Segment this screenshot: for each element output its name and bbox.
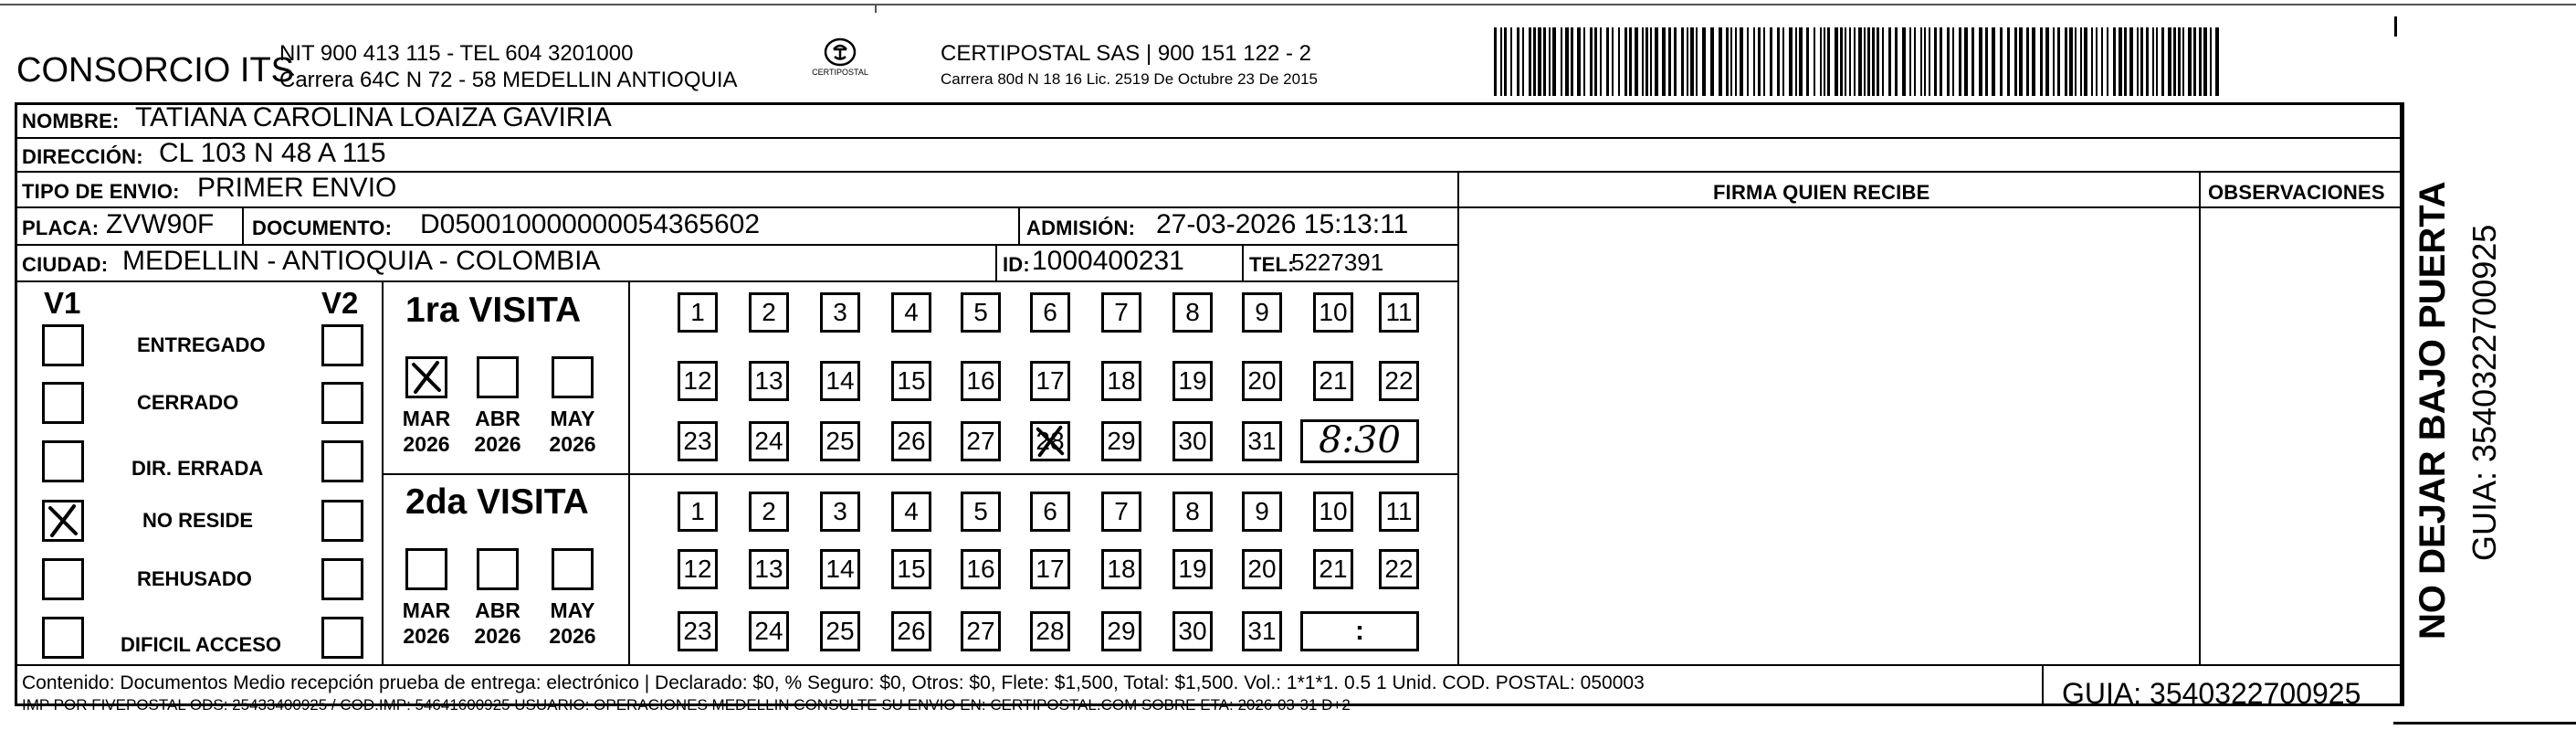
- barcode-bar: [1577, 27, 1581, 96]
- day-box[interactable]: 25: [820, 421, 860, 461]
- barcode-bar: [1624, 27, 1627, 96]
- v2-checkbox[interactable]: [321, 500, 363, 542]
- corner-mark: [2394, 16, 2397, 37]
- month-label: MAY: [550, 407, 595, 430]
- barcode-bar: [2045, 27, 2049, 96]
- logo-text: CERTIPOSTAL: [812, 68, 868, 77]
- barcode-bar: [1606, 27, 1609, 96]
- barcode-bar: [1959, 27, 1961, 96]
- barcode-bar: [2161, 27, 2164, 96]
- day-box[interactable]: 13: [749, 549, 789, 589]
- barcode-bar: [1795, 27, 1797, 96]
- month-year: 2026: [549, 432, 596, 456]
- admision-divider: [1018, 206, 1020, 244]
- documento-value: D050010000000054365602: [420, 209, 761, 239]
- company-info: [279, 40, 738, 93]
- direccion-value: CL 103 N 48 A 115: [159, 138, 386, 168]
- barcode-bar: [1612, 27, 1614, 96]
- top-edge-rule: [0, 4, 2576, 5]
- placa-divider: [242, 206, 244, 244]
- v2-checkbox[interactable]: [321, 440, 363, 482]
- check-x-icon: [408, 359, 445, 396]
- barcode-bar: [2152, 27, 2154, 96]
- day-box[interactable]: 26: [891, 611, 931, 651]
- day-box[interactable]: 11: [1379, 292, 1419, 333]
- day-box[interactable]: 21: [1313, 361, 1353, 401]
- barcode-bar: [1849, 27, 1851, 96]
- v1-checkbox[interactable]: [42, 558, 84, 600]
- barcode-bar: [1583, 27, 1585, 96]
- day-box[interactable]: 23: [678, 611, 718, 651]
- day-box[interactable]: 8: [1172, 492, 1213, 532]
- barcode-bar: [1504, 27, 1507, 96]
- company-name: CONSORCIO ITS: [16, 51, 295, 90]
- v1-checkbox[interactable]: [42, 440, 84, 482]
- barcode-bar: [1763, 27, 1765, 96]
- month-checkbox[interactable]: [405, 356, 447, 398]
- barcode-bar: [1730, 27, 1732, 96]
- barcode-bar: [1964, 27, 1968, 96]
- barcode-bar: [2014, 27, 2017, 96]
- day-box[interactable]: 6: [1030, 492, 1070, 532]
- barcode-bar: [1529, 27, 1531, 96]
- footer-imp: IMP POR FIVEPOSTAL ODS: 25433400925 / COD.IMP: 54641600925 USUARIO: OPERACIONES MEDELLIN CONSULTE SU ENVIO EN: CERTIPOSTAL.COM SOBRE ETA: 2026-03-31 D+2: [22, 696, 1351, 714]
- direccion-label: DIRECCIÓN:: [22, 145, 143, 168]
- barcode-bar: [2053, 27, 2055, 96]
- barcode-bar: [1662, 27, 1666, 96]
- month-year: 2026: [549, 624, 596, 648]
- month-checkbox[interactable]: [552, 548, 594, 590]
- admision-label: ADMISIÓN:: [1026, 217, 1136, 239]
- barcode-bar: [2107, 27, 2108, 96]
- barcode-bar: [1687, 27, 1688, 96]
- v1-checkbox[interactable]: [42, 324, 84, 366]
- barcode-bar: [2146, 27, 2149, 96]
- status-label: CERRADO: [137, 391, 239, 414]
- tel-label: TEL:: [1249, 253, 1295, 276]
- barcode-bar: [1929, 27, 1930, 96]
- month-checkbox[interactable]: [405, 548, 447, 590]
- certipostal-line: CERTIPOSTAL SAS | 900 151 122 - 2: [941, 41, 1311, 66]
- barcode-bar: [1533, 27, 1536, 96]
- check-x-icon: [1033, 424, 1067, 459]
- barcode-bar: [1971, 27, 1974, 96]
- day-box[interactable]: 23: [678, 421, 718, 461]
- barcode-bar: [1940, 27, 1942, 96]
- barcode-bar: [1854, 27, 1856, 96]
- barcode-bar: [2119, 27, 2122, 96]
- tel-value: 5227391: [1291, 249, 1384, 276]
- day-box[interactable]: 19: [1172, 549, 1213, 589]
- barcode-bar: [1726, 27, 1729, 96]
- barcode-bar: [2091, 27, 2093, 96]
- month-caption: [541, 598, 605, 649]
- ciudad-value: MEDELLIN - ANTIOQUIA - COLOMBIA: [122, 246, 601, 276]
- barcode-bar: [2210, 27, 2212, 96]
- barcode-bar: [1719, 27, 1722, 96]
- visit-divider: [382, 473, 1457, 475]
- month-checkbox[interactable]: [477, 356, 519, 398]
- nombre-label: NOMBRE:: [22, 110, 120, 132]
- barcode-bar: [1668, 27, 1671, 96]
- barcode-bar: [1770, 27, 1772, 96]
- id-label: ID:: [1003, 253, 1030, 276]
- id-divider: [995, 244, 997, 280]
- day-box[interactable]: 25: [820, 611, 860, 651]
- firma-left-line: [1457, 171, 1459, 664]
- v2-header: V2: [321, 286, 359, 320]
- day-box[interactable]: 9: [1242, 292, 1282, 333]
- month-label: MAR: [402, 407, 451, 430]
- barcode-bar: [1549, 27, 1551, 96]
- barcode-bar: [1753, 27, 1755, 96]
- status-label: NO RESIDE: [142, 509, 254, 532]
- side-panel-line: [2402, 102, 2404, 706]
- status-label: REHUSADO: [137, 567, 252, 590]
- day-box[interactable]: 1: [678, 292, 718, 333]
- barcode-bar: [1510, 27, 1512, 96]
- barcode-bar: [2007, 27, 2010, 96]
- visit2-time-box[interactable]: :: [1300, 611, 1419, 651]
- day-box[interactable]: 21: [1313, 549, 1353, 589]
- nombre-value: TATIANA CAROLINA LOAIZA GAVIRIA: [135, 102, 612, 132]
- barcode-bar: [1840, 27, 1843, 96]
- day-box[interactable]: 31: [1242, 611, 1282, 651]
- barcode-bar: [1522, 27, 1524, 96]
- barcode-bar: [1867, 27, 1870, 96]
- month-caption: [466, 406, 530, 457]
- month-caption: [541, 406, 605, 457]
- barcode-bar: [1594, 27, 1597, 96]
- tel-divider: [1242, 244, 1244, 280]
- footer-contenido: Contenido: Documentos Medio recepción prueba de entrega: electrónico | Declarado: $0, % Seguro: $0, Otros: $0, Flete: $1,500, Total: $1,500. Vol.: 1*1*1. 0.5 1 Unid. COD. POSTAL: 050003: [22, 672, 1645, 693]
- day-box[interactable]: 29: [1101, 421, 1141, 461]
- day-box[interactable]: 3: [820, 492, 860, 532]
- month-checkbox[interactable]: [477, 548, 519, 590]
- barcode-bar: [2069, 27, 2073, 96]
- barcode-bar: [2199, 27, 2202, 96]
- day-box[interactable]: 4: [891, 492, 931, 532]
- check-x-icon: [45, 502, 81, 539]
- barcode-bar: [1985, 27, 1988, 96]
- barcode-bar: [1645, 27, 1648, 96]
- barcode-bar: [1635, 27, 1638, 96]
- day-box[interactable]: 2: [749, 492, 789, 532]
- day-box[interactable]: 24: [749, 611, 789, 651]
- footer-guia: GUIA: 3540322700925: [2062, 677, 2361, 710]
- barcode-bar: [2026, 27, 2029, 96]
- barcode-bar: [1872, 27, 1875, 96]
- row-line-3b: [1457, 206, 2403, 208]
- barcode-bar: [1517, 27, 1519, 96]
- license-line: Carrera 80d N 18 16 Lic. 2519 De Octubre 23 De 2015: [941, 70, 1318, 88]
- certipostal-logo-icon: [822, 37, 858, 68]
- barcode-bar: [1500, 27, 1502, 96]
- status-label: DIR. ERRADA: [131, 457, 264, 480]
- barcode-bar: [1571, 27, 1573, 96]
- barcode-bar: [1824, 27, 1825, 96]
- day-box[interactable]: 7: [1101, 292, 1141, 333]
- barcode-bar: [1561, 27, 1562, 96]
- day-box[interactable]: 17: [1030, 549, 1070, 589]
- day-box[interactable]: 22: [1379, 549, 1419, 589]
- status-label: ENTREGADO: [137, 333, 266, 356]
- day-box[interactable]: 19: [1172, 361, 1213, 401]
- day-box[interactable]: 6: [1030, 292, 1070, 333]
- barcode-bar: [1655, 27, 1658, 96]
- barcode-bar: [2124, 27, 2127, 96]
- observaciones-left-line: [2199, 171, 2201, 664]
- day-box[interactable]: 28: [1030, 611, 1070, 651]
- barcode-bar: [1882, 27, 1884, 96]
- visit-month-divider: [628, 280, 630, 664]
- nit-line: NIT 900 413 115 - TEL 604 3201000: [279, 41, 634, 66]
- barcode-bar: [1710, 27, 1714, 96]
- day-box[interactable]: 14: [820, 549, 860, 589]
- day-box[interactable]: 27: [961, 611, 1001, 651]
- barcode-bar: [2101, 27, 2103, 96]
- barcode-bar: [2080, 27, 2082, 96]
- day-box[interactable]: 14: [820, 361, 860, 401]
- barcode-bar: [1543, 27, 1546, 96]
- barcode-bar: [2096, 27, 2098, 96]
- barcode-bar: [2075, 27, 2077, 96]
- barcode-bar: [1740, 27, 1743, 96]
- month-label: ABR: [475, 598, 520, 622]
- barcode-bar: [2137, 27, 2139, 96]
- day-box[interactable]: 2: [749, 292, 789, 333]
- barcode-bar: [1696, 27, 1698, 96]
- v1-checkbox[interactable]: [42, 382, 84, 424]
- side-guia: GUIA: 3540322700925: [2466, 224, 2503, 561]
- day-box[interactable]: 3: [820, 292, 860, 333]
- barcode-bar: [1590, 27, 1593, 96]
- certipostal-info: [941, 40, 1318, 92]
- barcode-bar: [2057, 27, 2060, 96]
- day-box[interactable]: 27: [961, 421, 1001, 461]
- tipo-envio-label: TIPO DE ENVIO:: [22, 180, 180, 203]
- barcode-bar: [2140, 27, 2143, 96]
- month-label: MAY: [550, 598, 595, 622]
- barcode-bar: [1494, 27, 1497, 96]
- barcode-bar: [1914, 27, 1916, 96]
- v1-checkbox[interactable]: [42, 500, 84, 542]
- barcode-bar: [1552, 27, 1556, 96]
- day-box[interactable]: 16: [961, 361, 1001, 401]
- day-box[interactable]: 20: [1242, 549, 1282, 589]
- bottom-edge-rule: [2393, 722, 2576, 725]
- day-box[interactable]: 15: [891, 549, 931, 589]
- barcode-bar: [1681, 27, 1684, 96]
- month-year: 2026: [474, 624, 521, 648]
- barcode-bar: [2173, 27, 2176, 96]
- day-box[interactable]: 5: [961, 292, 1001, 333]
- barcode-bar: [1789, 27, 1793, 96]
- month-year: 2026: [403, 432, 450, 456]
- month-caption: [466, 598, 530, 649]
- status-divider: [382, 280, 384, 664]
- barcode-bar: [1747, 27, 1749, 96]
- day-box[interactable]: 17: [1030, 361, 1070, 401]
- day-number: 28: [1036, 427, 1065, 455]
- month-caption: [394, 598, 458, 649]
- barcode-bar: [1806, 27, 1809, 96]
- barcode-bar: [1814, 27, 1815, 96]
- day-box[interactable]: [1030, 421, 1070, 461]
- day-box[interactable]: 29: [1101, 611, 1141, 651]
- barcode-bar: [1735, 27, 1737, 96]
- barcode-bar: [2129, 27, 2133, 96]
- day-box[interactable]: 24: [749, 421, 789, 461]
- barcode-bar: [1992, 27, 1995, 96]
- barcode-bar: [2168, 27, 2171, 96]
- day-box[interactable]: 5: [961, 492, 1001, 532]
- barcode-bar: [2019, 27, 2023, 96]
- day-box[interactable]: 31: [1242, 421, 1282, 461]
- barcode-bar: [2193, 27, 2196, 96]
- barcode-bar: [1934, 27, 1937, 96]
- barcode-bar: [1888, 27, 1891, 96]
- month-year: 2026: [403, 624, 450, 648]
- day-box[interactable]: 16: [961, 549, 1001, 589]
- row-line-5: [15, 280, 1457, 282]
- id-value: 1000400231: [1032, 246, 1184, 276]
- row-line-3: [15, 206, 1457, 208]
- barcode-bar: [1565, 27, 1569, 96]
- visit1-time-box[interactable]: 8:30: [1300, 419, 1419, 463]
- barcode-bar: [2178, 27, 2181, 96]
- documento-label: DOCUMENTO:: [252, 217, 393, 239]
- month-caption: [394, 406, 458, 457]
- v1-header: V1: [44, 286, 81, 320]
- barcode-bar: [2215, 27, 2219, 96]
- barcode-bar: [2113, 27, 2116, 96]
- day-box[interactable]: 20: [1242, 361, 1282, 401]
- month-label: ABR: [475, 407, 520, 430]
- barcode-bar: [2203, 27, 2207, 96]
- barcode-bar: [1618, 27, 1620, 96]
- day-box[interactable]: 4: [891, 292, 931, 333]
- barcode-bar: [1642, 27, 1644, 96]
- v1-checkbox[interactable]: [42, 617, 84, 659]
- day-box[interactable]: 30: [1172, 421, 1213, 461]
- status-label: DIFICIL ACCESO: [121, 633, 282, 656]
- firma-label: FIRMA QUIEN RECIBE: [1713, 181, 1930, 204]
- barcode-bar: [1902, 27, 1906, 96]
- barcode-bar: [1979, 27, 1982, 96]
- month-checkbox[interactable]: [552, 356, 594, 398]
- barcode-bar: [2182, 27, 2184, 96]
- barcode-bar: [1777, 27, 1780, 96]
- day-box[interactable]: 12: [678, 361, 718, 401]
- day-box[interactable]: 26: [891, 421, 931, 461]
- barcode-bar: [1650, 27, 1652, 96]
- barcode-bar: [1864, 27, 1866, 96]
- day-box[interactable]: 18: [1101, 549, 1141, 589]
- barcode-bar: [1909, 27, 1911, 96]
- barcode-bar: [1600, 27, 1602, 96]
- barcode-bar: [1538, 27, 1541, 96]
- barcode-bar: [1858, 27, 1862, 96]
- barcode-bar: [1845, 27, 1846, 96]
- barcode-bar: [1924, 27, 1926, 96]
- tipo-envio-value: PRIMER ENVIO: [197, 173, 397, 203]
- barcode-bar: [1820, 27, 1822, 96]
- day-box[interactable]: 12: [678, 549, 718, 589]
- barcode-bar: [1782, 27, 1784, 96]
- barcode-bar: [2156, 27, 2158, 96]
- ciudad-label: CIUDAD:: [22, 253, 109, 276]
- barcode-bar: [1690, 27, 1694, 96]
- barcode-bar: [2065, 27, 2067, 96]
- barcode-bar: [1947, 27, 1950, 96]
- admision-value: 27-03-2026 15:13:11: [1156, 209, 1409, 239]
- day-box[interactable]: 8: [1172, 292, 1213, 333]
- barcode-bar: [2188, 27, 2192, 96]
- day-box[interactable]: 1: [678, 492, 718, 532]
- barcode-bar: [2000, 27, 2003, 96]
- barcode-bar: [1877, 27, 1879, 96]
- barcode-bar: [1702, 27, 1706, 96]
- v2-checkbox[interactable]: [321, 324, 363, 366]
- barcode: [1494, 27, 2224, 96]
- barcode-bar: [1758, 27, 1761, 96]
- v2-checkbox[interactable]: [321, 382, 363, 424]
- barcode-bar: [1629, 27, 1632, 96]
- visit2-title: 2da VISITA: [405, 482, 589, 522]
- day-box[interactable]: 15: [891, 361, 931, 401]
- day-box[interactable]: 10: [1313, 292, 1353, 333]
- placa-value: ZVW90F: [106, 209, 215, 239]
- barcode-bar: [2084, 27, 2087, 96]
- v2-checkbox[interactable]: [321, 558, 363, 600]
- visit1-title: 1ra VISITA: [405, 291, 582, 330]
- barcode-bar: [1920, 27, 1922, 96]
- footer-guia-divider: [2042, 664, 2044, 706]
- barcode-bar: [1799, 27, 1803, 96]
- barcode-bar: [2032, 27, 2035, 96]
- day-box[interactable]: 9: [1242, 492, 1282, 532]
- day-box[interactable]: 11: [1379, 492, 1419, 532]
- day-box[interactable]: 30: [1172, 611, 1213, 651]
- placa-label: PLACA:: [22, 217, 100, 239]
- observaciones-label: OBSERVACIONES: [2208, 181, 2385, 204]
- barcode-bar: [1895, 27, 1898, 96]
- day-box[interactable]: 10: [1313, 492, 1353, 532]
- barcode-bar: [1835, 27, 1838, 96]
- day-box[interactable]: 7: [1101, 492, 1141, 532]
- day-box[interactable]: 18: [1101, 361, 1141, 401]
- no-dejar-bajo-puerta: NO DEJAR BAJO PUERTA: [2413, 181, 2453, 640]
- day-box[interactable]: 22: [1379, 361, 1419, 401]
- certipostal-logo: [811, 37, 869, 84]
- barcode-bar: [1827, 27, 1830, 96]
- month-label: MAR: [402, 598, 451, 622]
- day-box[interactable]: 13: [749, 361, 789, 401]
- v2-checkbox[interactable]: [321, 617, 363, 659]
- barcode-bar: [1952, 27, 1954, 96]
- barcode-bar: [1674, 27, 1677, 96]
- top-edge-tick: [875, 4, 877, 13]
- barcode-bar: [2040, 27, 2043, 96]
- month-year: 2026: [474, 432, 521, 456]
- company-address: Carrera 64C N 72 - 58 MEDELLIN ANTIOQUIA: [279, 68, 738, 92]
- footer-line: [15, 664, 2403, 666]
